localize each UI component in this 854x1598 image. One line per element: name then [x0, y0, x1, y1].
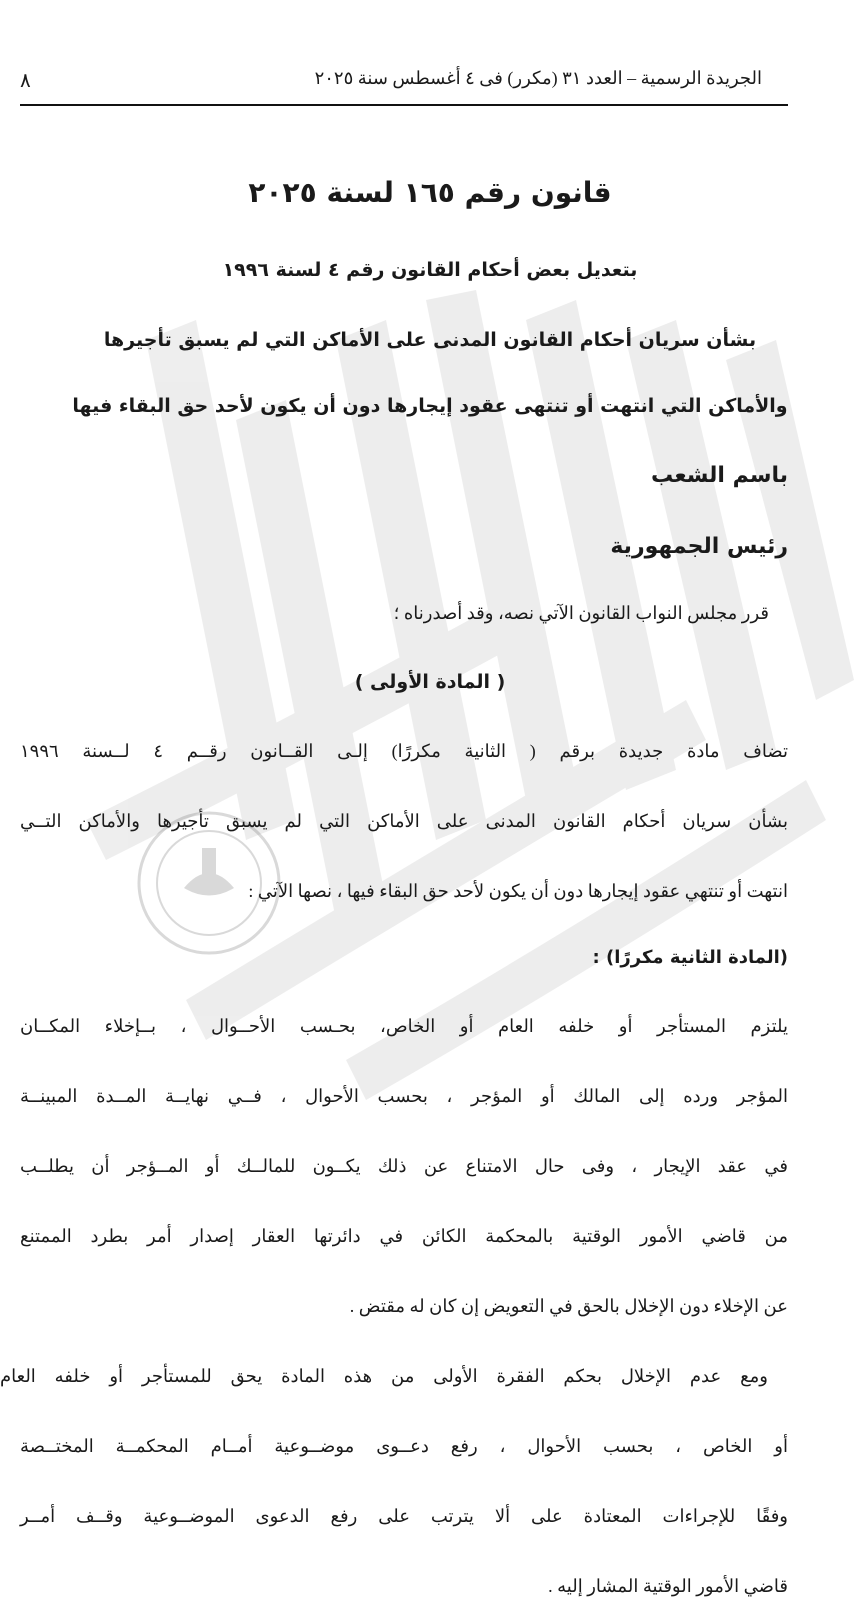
- paragraph-line: قاضي الأمور الوقتية المشار إليه .: [548, 1576, 788, 1596]
- article-line: انتهت أو تنتهي عقود إيجارها دون أن يكون لأحد حق البقاء فيها ، نصها الآتي :: [248, 881, 788, 901]
- paragraph-line: ومع عدم الإخلال بحكم الفقرة الأولى من هذه المادة يحق للمستأجر أو خلفه العام: [0, 1366, 768, 1386]
- page-header: [20, 60, 788, 106]
- paragraph-line: وفقًا للإجراءات المعتادة على ألا يترتب على رفع الدعوى الموضــوعية وقــف أمــر: [20, 1506, 788, 1526]
- article-line: بشأن سريان أحكام القانون المدنى على الأماكن التي لم يسبق تأجيرها والأماكن التــي: [20, 811, 788, 831]
- paragraph-line: المؤجر ورده إلى المالك أو المؤجر ، بحسب الأحوال ، فــي نهايــة المــدة المبينــة: [20, 1086, 788, 1106]
- article-two-bis-heading: (المادة الثانية مكررًا) :: [592, 947, 788, 968]
- paragraph-line: عن الإخلاء دون الإخلال بالحق في التعويض إن كان له مقتض .: [349, 1296, 788, 1316]
- in-the-name-of-people: باسم الشعب: [651, 463, 788, 488]
- president-heading: رئيس الجمهورية: [610, 534, 788, 559]
- law-subject-line-2: والأماكن التي انتهت أو تنتهى عقود إيجارها دون أن يكون لأحد حق البقاء فيها: [72, 395, 788, 417]
- law-subtitle: بتعديل بعض أحكام القانون رقم ٤ لسنة ١٩٩٦: [222, 259, 638, 281]
- law-title: قانون رقم ١٦٥ لسنة ٢٠٢٥: [248, 176, 612, 209]
- gazette-issue-line: الجريدة الرسمية – العدد ٣١ (مكرر) فى ٤ أغسطس سنة ٢٠٢٥: [314, 68, 762, 88]
- paragraph-line: في عقد الإيجار ، وفى حال الامتناع عن ذلك يكــون للمالــك أو المــؤجر أن يطلــب: [20, 1156, 788, 1176]
- law-subject-line-1: بشأن سريان أحكام القانون المدنى على الأماكن التي لم يسبق تأجيرها: [103, 329, 757, 351]
- paragraph-line: من قاضي الأمور الوقتية بالمحكمة الكائن في دائرتها العقار إصدار أمر بطرد الممتنع: [20, 1226, 788, 1246]
- article-one-heading: ( المادة الأولى ): [354, 671, 506, 693]
- ministry-watermark: [86, 300, 854, 1120]
- paragraph-line: أو الخاص ، بحسب الأحوال ، رفع دعــوى موضــوعية أمــام المحكمــة المختــصة: [20, 1436, 788, 1456]
- page-number: ٨: [20, 68, 31, 92]
- paragraph-line: يلتزم المستأجر أو خلفه العام أو الخاص، بحـسب الأحــوال ، بــإخلاء المكــان: [20, 1016, 788, 1036]
- decree-sentence: قرر مجلس النواب القانون الآتي نصه، وقد أصدرناه ؛: [393, 603, 769, 623]
- article-line: تضاف مادة جديدة برقم ( الثانية مكررًا) إلـى القــانون رقــم ٤ لــسنة ١٩٩٦: [20, 741, 789, 761]
